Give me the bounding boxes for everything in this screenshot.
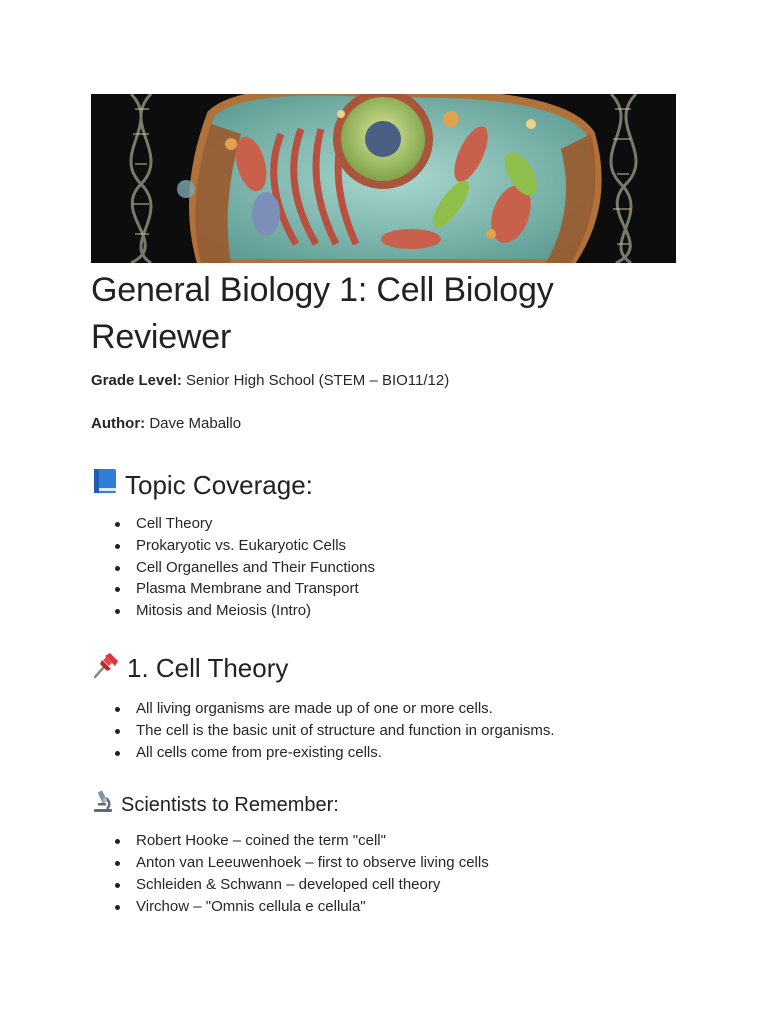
list-item: Virchow – "Omnis cellula e cellula" (91, 896, 676, 918)
pushpin-icon (91, 650, 121, 687)
list-item: Prokaryotic vs. Eukaryotic Cells (91, 535, 676, 557)
grade-level-label: Grade Level: (91, 372, 182, 389)
topic-coverage-heading (91, 467, 676, 502)
list-item: All living organisms are made up of one or more cells. (91, 698, 676, 720)
topic-coverage-title: Topic Coverage: (125, 469, 313, 500)
topic-coverage-list (91, 513, 676, 622)
cell-theory-title: 1. Cell Theory (127, 653, 289, 684)
scientists-title: Scientists to Remember: (121, 793, 339, 816)
scientists-heading (91, 789, 676, 820)
grade-level-value: Senior High School (STEM – BIO11/12) (186, 372, 450, 389)
scientists-list (91, 830, 676, 917)
blue-book-icon (91, 467, 119, 502)
cell-illustration-banner (91, 94, 676, 263)
author-label: Author: (91, 415, 146, 432)
cell-theory-heading (91, 650, 676, 687)
list-item: Cell Theory (91, 513, 676, 535)
microscope-icon (91, 789, 115, 820)
list-item: All cells come from pre-existing cells. (91, 742, 676, 764)
grade-level-line (91, 371, 676, 391)
list-item: Anton van Leeuwenhoek – first to observe living cells (91, 852, 676, 874)
cell-illustration-image (91, 94, 676, 263)
list-item: Schleiden & Schwann – developed cell theory (91, 874, 676, 896)
list-item: The cell is the basic unit of structure and function in organisms. (91, 720, 676, 742)
list-item: Plasma Membrane and Transport (91, 578, 676, 600)
list-item: Cell Organelles and Their Functions (91, 557, 676, 579)
list-item: Mitosis and Meiosis (Intro) (91, 600, 676, 622)
cell-theory-list (91, 698, 676, 763)
author-value: Dave Maballo (149, 415, 242, 432)
list-item: Robert Hooke – coined the term "cell" (91, 830, 676, 852)
document-page (91, 94, 676, 918)
page-title: General Biology 1: Cell Biology Reviewer (91, 271, 554, 356)
author-line (91, 414, 676, 434)
